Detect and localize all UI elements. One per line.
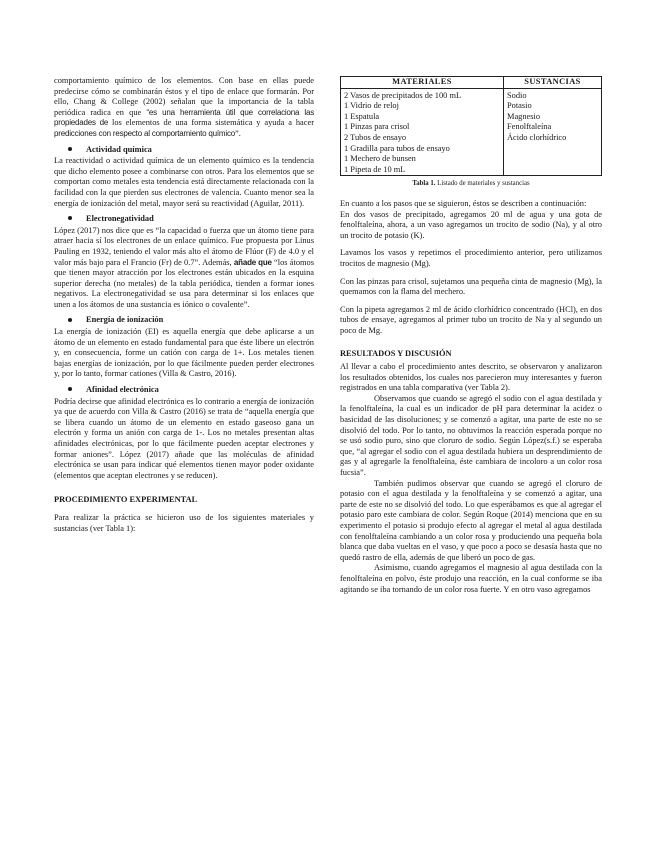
cell-material: 1 Pinzas para crisol: [341, 122, 504, 133]
table-row: [341, 144, 602, 155]
cell-sustancia: Magnesio: [504, 112, 602, 123]
heading-actividad-quimica: [54, 145, 314, 156]
bullet-icon: [68, 147, 72, 151]
paragraph-electronegatividad: [54, 226, 314, 311]
paragraph-pipeta: Con la pipeta agregamos 2 ml de ácido clorhídrico concentrado (HCl), en dos tubos de ensaye, agregamos al primer tubo un trocito de Na y al segundo un poco de Mg.: [340, 304, 602, 335]
table-row: [341, 88, 602, 101]
cell-sustancia: [504, 154, 602, 165]
bullet-icon: [68, 387, 72, 391]
heading-energia-label: Energía de ionización: [86, 315, 164, 325]
table-row: [341, 154, 602, 165]
table-row: [341, 165, 602, 176]
intro-text-c: ”.: [235, 128, 241, 138]
heading-resultados: RESULTADOS Y DISCUSIÓN: [340, 349, 452, 359]
intro-text-a: comportamiento químico de los elementos. Con base en ellas puede predecirse cómo se combinarán éstos y el tipo de enlace que formarán. Por ello, Chang & College (2002) señalan que la importancia de la tabla periódica radica en que: [54, 76, 314, 117]
cell-material: 1 Pipeta de 10 mL: [341, 165, 504, 176]
cell-sustancia: Fenolftaleína: [504, 122, 602, 133]
header-sustancias: SUSTANCIAS: [504, 77, 602, 89]
intro-quote-2: predicciones con respecto al comportamiento químico: [54, 128, 236, 138]
table-header-row: [341, 77, 602, 89]
table-row: [341, 112, 602, 123]
bullet-icon: [68, 318, 72, 322]
heading-afinidad-electronica: [54, 385, 314, 396]
heading-actividad-label: Actividad química: [86, 144, 152, 154]
electro-text-b: “los átomos que tienen mayor atracción por los electrones están ubicados en la esquina superior derecha (no metales) de la tabla periódica, tienden a formar iones negativos. La electronegatividad se usa para determinar si los enlaces que unen a los átomos de una sustancia es iónico o covalente”.: [54, 257, 314, 309]
table-caption: [340, 179, 602, 190]
cell-sustancia: Ácido clorhídrico: [504, 133, 602, 144]
cell-material: 1 Mechero de bunsen: [341, 154, 504, 165]
cell-material: 2 Tubos de ensayo: [341, 133, 504, 144]
header-materiales: MATERIALES: [341, 77, 504, 89]
paragraph-asimismo: Asimismo, cuando agregamos el magnesio al agua destilada con la fenolftaleína en polvo, éste produjo una reacción, en la cual conforme se iba agitando se iba tornando de un color rosa fuerte. Y en otro vaso agregamos: [340, 563, 602, 594]
caption-text: Listado de materiales y sustancias: [435, 180, 530, 188]
paragraph-vasos: En dos vasos de precipitado, agregamos 20 ml de agua y una gota de fenolftaleína, ahora, a un vaso agregamos un trocito de sodio (Na), y al otro un trocito de potasio (K).: [340, 209, 602, 240]
paragraph-afinidad: Podría decirse que afinidad electrónica es lo contrario a energía de ionización ya que de acuerdo con Villa & Castro (2016) se trata de “aquella energía que se libera cuando un átomo de un elemento en estado gaseoso gana un electrón y forma un anión con carga de 1-. Los no metales presentan altas afinidades electrónicas, por lo que fácilmente pueden aceptar electrones y formar aniones”. López (2017) añade que las moléculas de afinidad electrónica se usan para indicar qué elementos tienen mayor poder oxidante (elementos que aceptan electrones y se reducen).: [54, 396, 314, 480]
paragraph-tambien: También pudimos observar que cuando se agregó el cloruro de potasio con el agua destilada y la fenolftaleína y se comenzó a agitar, una parte de este no se disolvió del todo. Lo que esperábamos es que al agregar el potasio paro este cambiara de color. Según Roque (2014) menciona que en su experimento el potasio si produjo efecto al agregar el metal al agua destilada con fenolftaleína cambiando a un color rosa y produciendo una pequeña bola blanca que daba vueltas en el vaso, y que poco a poco se desasía hasta que no quedó rastro de ella, además de que liberó un poco de gas.: [340, 478, 602, 562]
left-column: [54, 76, 314, 534]
heading-energia-ionizacion: [54, 315, 314, 326]
cell-material: 1 Espatula: [341, 112, 504, 123]
electro-added-phrase: añade que: [233, 257, 272, 267]
heading-electro-label: Electronegatividad: [86, 214, 154, 224]
bullet-icon: [68, 216, 72, 220]
cell-sustancia: Potasio: [504, 101, 602, 112]
heading-afinidad-label: Afinidad electrónica: [86, 385, 159, 395]
cell-sustancia: Sodio: [504, 88, 602, 101]
materials-table: [340, 76, 602, 176]
electro-text-a: López (2017) nos dice que es “la capacidad o fuerza que un átomo tiene para atraer hacia sí los electrones de un enlace químico. Fue propuesta por Linus Pauling en 1932, teniendo el valor más alto el átomo de Flúor (F) de 4.0 y el valor más bajo para el Francio (Fr) de 0.7”. Además,: [54, 225, 314, 267]
table-row: [341, 122, 602, 133]
cell-sustancia: [504, 144, 602, 155]
intro-text-b: los elementos de una forma sistemática y ayuda a hacer: [108, 118, 314, 128]
heading-electronegatividad: [54, 214, 314, 225]
cell-material: 2 Vasos de precipitados de 100 mL: [341, 88, 504, 101]
intro-quote-1: “es una herramienta útil que correlaciona las propiedades de: [54, 107, 315, 128]
cell-material: 1 Gradilla para tubos de ensayo: [341, 144, 504, 155]
paragraph-actividad: La reactividad o actividad química de un elemento químico es la tendencia que dicho elemento posee a combinarse con otros. Para los elementos que se comportan como metales esta tendencia está directamente relacionada con la facilidad con la que pierden sus electrones de valencia. Cuanto menor sea la energía de ionización del metal, mayor será su reactividad (Aguilar, 2011).: [54, 156, 314, 208]
paragraph-procedimiento: Para realizar la práctica se hicieron uso de los siguientes materiales y sustancias (ver Tabla 1):: [54, 512, 314, 533]
paragraph-observamos: Observamos que cuando se agregó el sodio con el agua destilada y la fenolftaleína, la cual es un indicador de pH para determinar la acidez o basicidad de las disoluciones; y se comenzó a agitar, una parte de este no se disolvió del todo. Por lo tanto, no obtuvimos la reacción esperada porque no se usó sodio puro, sino que cloruro de sodio. Según López(s.f.) se esperaba que, “al agregar el sodio con el agua destilada hubiera un desprendimiento de gas y al agregarle la fenolftaleína, éste cambiara de incoloro a un color rosa fucsia”.: [340, 393, 602, 477]
right-column: [340, 76, 602, 595]
paragraph-energia: La energía de ionización (EI) es aquella energía que debe aplicarse a un átomo de un elemento en estado fundamental para que éste libere un electrón y, en consecuencia, forme un catión con carga de 1+. Los metales tienen bajas energías de ionización, por lo que fácilmente pueden perder electrones y, por lo tanto, formar cationes (Villa & Castro, 2016).: [54, 327, 314, 379]
caption-label: Tabla 1.: [412, 180, 436, 188]
intro-paragraph: [54, 76, 314, 140]
paragraph-pinzas: Con las pinzas para crisol, sujetamos una pequeña cinta de magnesio (Mg), la quemamos con la flama del mechero.: [340, 276, 602, 297]
table-row: [341, 133, 602, 144]
cell-material: 1 Vidrio de reloj: [341, 101, 504, 112]
table-row: [341, 101, 602, 112]
paragraph-resultados: Al llevar a cabo el procedimiento antes descrito, se observaron y analizaron los resultados obtenidos, los cuales nos parecieron muy interesantes y fueron registrados en una tabla comparativa (ver Tabla 2).: [340, 362, 602, 393]
paragraph-lavamos: Lavamos los vasos y repetimos el procedimiento anterior, pero utilizamos trocitos de magnesio (Mg).: [340, 248, 602, 268]
heading-procedimiento: PROCEDIMIENTO EXPERIMENTAL: [54, 495, 198, 505]
cell-sustancia: [504, 165, 602, 176]
paragraph-pasos: En cuanto a los pasos que se siguieron, éstos se describen a continuación:: [340, 198, 587, 208]
